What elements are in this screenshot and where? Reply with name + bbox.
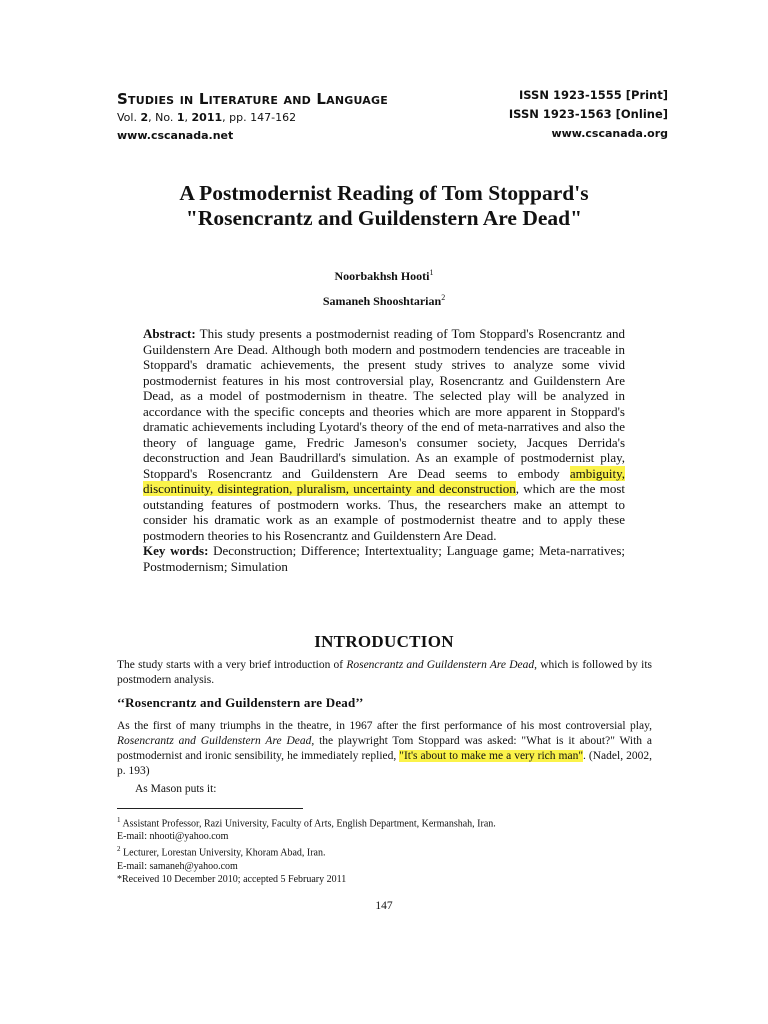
keywords-label: Key words: bbox=[143, 543, 209, 558]
intro-paragraph-1 bbox=[117, 658, 652, 688]
author-affiliation-marker: 1 bbox=[429, 268, 434, 277]
journal-url-org[interactable]: www.cscanada.org bbox=[551, 127, 668, 140]
footnote-2-email: E-mail: samaneh@yahoo.com bbox=[117, 860, 238, 872]
play-title-italic: Rosencrantz and Guildenstern Are Dead bbox=[346, 659, 535, 671]
footnotes bbox=[117, 814, 496, 886]
footnote-text: Assistant Professor, Razi University, Faculty of Arts, English Department, Kermanshah, Iran. bbox=[120, 818, 496, 830]
footnote-marker: 2 bbox=[117, 845, 121, 854]
text: As the first of many triumphs in the theatre, in 1967 after the first performance of his most controversial play, bbox=[117, 720, 652, 732]
year-sep: , bbox=[184, 111, 192, 124]
pages: , pp. 147-162 bbox=[222, 111, 297, 124]
text: , which is followed by its postmodern analysis. bbox=[117, 659, 652, 686]
abstract-label: Abstract: bbox=[143, 326, 196, 341]
footnote-divider bbox=[117, 808, 303, 809]
subsection-heading: ‘‘Rosencrantz and Guildenstern are Dead’’ bbox=[117, 695, 364, 710]
vol-label: Vol. bbox=[117, 111, 141, 124]
footnote-2 bbox=[117, 843, 496, 859]
footnote-text: Lecturer, Lorestan University, Khoram Abad, Iran. bbox=[120, 847, 326, 859]
footnote-1-email: E-mail: nhooti@yahoo.com bbox=[117, 831, 229, 843]
page-number: 147 bbox=[375, 900, 393, 912]
abstract-highlight: ambiguity, discontinuity, disintegration, pluralism, uncertainty and deconstruction bbox=[143, 465, 625, 496]
footnote-marker: 1 bbox=[117, 816, 121, 824]
authors bbox=[0, 262, 768, 312]
quote-highlight: "It's about to make me a very rich man" bbox=[399, 750, 584, 762]
issn-print: ISSN 1923-1555 [Print] bbox=[519, 88, 668, 102]
abstract-text: This study presents a postmodernist reading of Tom Stoppard's Rosencrantz and Guildenstern Are Dead. Although both modern and postmodern tendencies are traceable in Stoppard's dramatic achievements, the present study strives to analyze some vivid postmodernist features in his most controversial play, Rosencrantz and Guildenstern Are Dead, as a model of postmodernism in theatre. The selected play will be analyzed in accordance with the specific concepts and theories which are more apparent in Stoppard's dramatic achievements including Lyotard's theory of the end of meta-narratives and also the theory of language game, Fredric Jameson's consumer society, Jacques Derrida's deconstruction and Jean Baudrillard's simulation. As an example of postmodernist play, Stoppard's Rosencrantz and Guildenstern Are Dead seems to embody bbox=[143, 326, 625, 481]
no-label: , No. bbox=[148, 111, 177, 124]
section-heading-introduction: INTRODUCTION bbox=[314, 632, 454, 651]
author-affiliation-marker: 2 bbox=[441, 293, 446, 302]
issn-block bbox=[509, 86, 668, 143]
play-title-italic: Rosencrantz and Guildenstern Are Dead bbox=[117, 735, 312, 747]
footnote-1 bbox=[117, 814, 496, 830]
title-line-2: "Rosencrantz and Guildenstern Are Dead" bbox=[185, 206, 583, 230]
citation: . (Nadel, 2002, p. 193) bbox=[117, 750, 652, 777]
author-1 bbox=[0, 262, 768, 287]
issue-number: 1 bbox=[176, 111, 185, 124]
keywords-list: Deconstruction; Difference; Intertextuality; Language game; Meta-narratives; Postmodernism; Simulation bbox=[143, 543, 625, 574]
journal-url-net[interactable]: www.cscanada.net bbox=[117, 129, 234, 142]
abstract bbox=[143, 326, 625, 574]
issn-online: ISSN 1923-1563 [Online] bbox=[508, 107, 668, 121]
author-name: Noorbakhsh Hooti bbox=[334, 269, 430, 283]
journal-volume-info bbox=[117, 111, 296, 124]
title-line-1: A Postmodernist Reading of Tom Stoppard's bbox=[179, 181, 589, 205]
author-name: Samaneh Shooshtarian bbox=[322, 294, 442, 308]
received-date: *Received 10 December 2010; accepted 5 February 2011 bbox=[117, 873, 347, 885]
vol-number: 2 bbox=[140, 111, 149, 124]
keywords bbox=[143, 543, 625, 574]
text: The study starts with a very brief introduction of bbox=[117, 659, 347, 671]
intro-paragraph-3: As Mason puts it: bbox=[135, 783, 217, 795]
journal-name: Studies in Literature and Language bbox=[117, 90, 388, 108]
intro-paragraph-2 bbox=[117, 719, 652, 779]
text: , the playwright Tom Stoppard was asked: "What is it about?" With a postmodernist and ironic sensibility, he immediately replied, bbox=[117, 735, 652, 762]
abstract-text-end: , which are the most outstanding features of postmodern works. Thus, the researchers make an attempt to consider his dramatic work as an example of postmodernist theatre and to apply these postmodern theories to his Rosencrantz and Guildenstern Are Dead. bbox=[143, 481, 625, 543]
year: 2011 bbox=[191, 111, 223, 124]
author-2 bbox=[0, 287, 768, 312]
article-title bbox=[0, 181, 768, 231]
